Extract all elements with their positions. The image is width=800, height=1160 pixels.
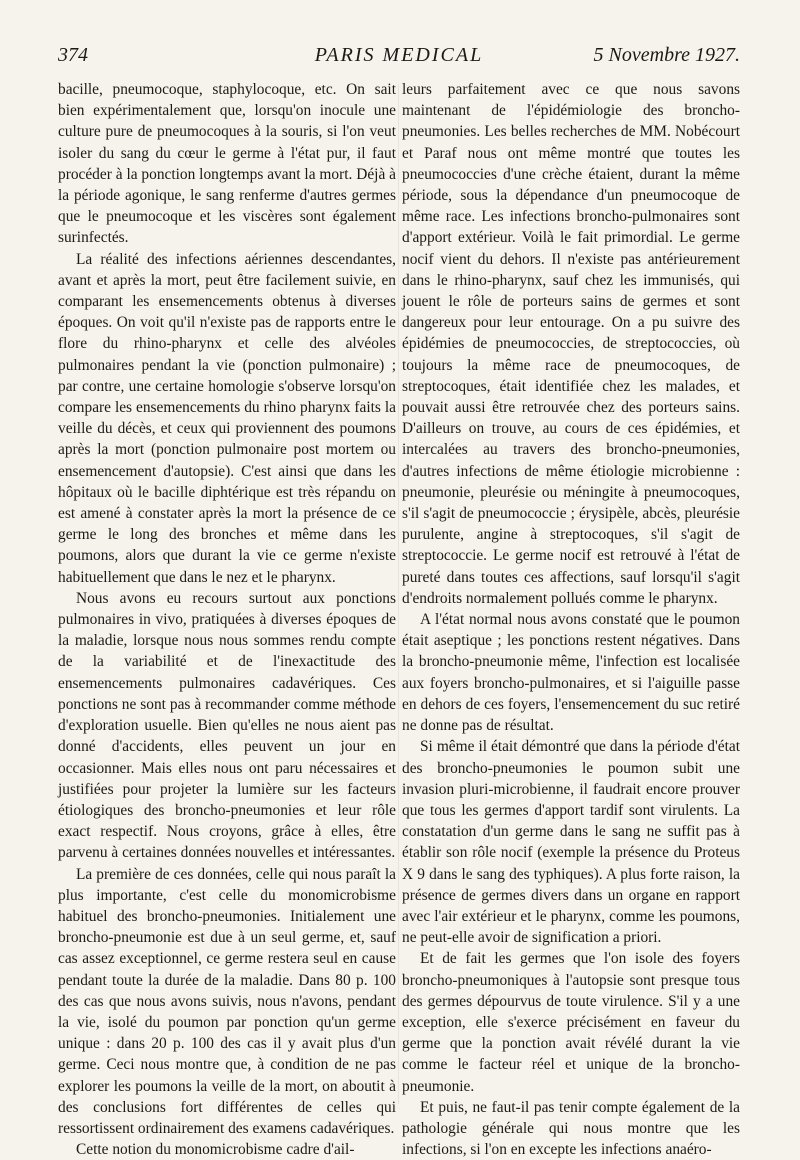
page-number: 374 xyxy=(58,44,88,66)
paragraph: A l'état normal nous avons constaté que le poumon était aseptique ; les ponctions restent négatives. Dans la broncho-pneumonie même, l'infection est localisée aux foyers broncho-pulmonaires, et si l'aiguille passe en dehors de ces foyers, l'ensemencement du suc retiré ne donne pas de résultat. xyxy=(402,611,740,735)
paragraph: Nous avons eu recours surtout aux ponctions pulmonaires in vivo, pratiquées à diverses époques de la maladie, lorsque nous nous sommes rendu compte de la variabilité et de l'inexactitude des ensemencements pulmonaires cadavériques. Ces ponctions ne sont pas à recommander comme méthode d'exploration usuelle. Bien qu'elles ne nous aient pas donné d'accidents, elles peuvent un jour en occasionner. Mais elles nous ont paru nécessaires et justifiées pour projeter la lumière sur les facteurs étiologiques des broncho-pneumonies et leur rôle exact respectif. Nous croyons, grâce à elles, être parvenu à certaines données nouvelles et intéressantes. xyxy=(58,589,396,862)
paragraph: Si même il était démontré que dans la période d'état des broncho-pneumonies le poumon subit une invasion pluri-microbienne, il faudrait encore prouver que tous les germes d'apport tardif sont virulents. La constatation d'un germe dans le sang ne suffit pas à établir son rôle nocif (exemple la présence du Proteus X 9 dans le sang des typhiques). A plus forte raison, la présence de germes divers dans un organe en rapport avec l'air extérieur et le pharynx, comme les poumons, ne peut-elle avoir de signification a priori. xyxy=(402,738,740,947)
paragraph: La première de ces données, celle qui nous paraît la plus importante, c'est celle du monomicrobisme habituel des broncho-pneumonies. Initialement une broncho-pneumonie est due à un seul germe, et, sauf cas assez exceptionnel, ce germe restera seul en cause pendant toute la durée de la maladie. Dans 80 p. 100 des cas que nous avons suivis, nous n'avons, pendant la vie, isolé du poumon par ponction qu'un germe unique : dans 20 p. 100 des cas il y avait plus d'un germe. Ceci nous montre que, à condition de ne pas explorer les poumons la veille de la mort, on aboutit à des conclusions fort différentes de celles qui ressortissent ordinairement des examens cadavériques. xyxy=(58,865,396,1137)
paragraph: Et puis, ne faut-il pas tenir compte également de la pathologie générale qui nous montre que les infections, si l'on en excepte les infections anaéro- xyxy=(402,1098,740,1159)
column-gutter xyxy=(398,84,399,1104)
paragraph: Et de fait les germes que l'on isole des foyers broncho-pneumoniques à l'autopsie sont presque tous des germes dépourvus de toute virulence. S'il y a une exception, elle s'exerce précisément en faveur du germe que la ponction avait révélé durant la vie comme le facteur réel et unique de la broncho-pneumonie. xyxy=(402,950,740,1095)
running-header xyxy=(58,44,740,70)
paragraph: Cette notion du monomicrobisme cadre d'ail- xyxy=(76,1141,355,1159)
paragraph: leurs parfaitement avec ce que nous savons maintenant de l'épidémiologie des broncho-pneumonies. Les belles recherches de MM. Nobécourt et Paraf nous ont même montré que toutes les pneumococcies d'une crèche étaient, durant la même période, sous la dépendance d'un pneumocoque de même race. Les infections broncho-pulmonaires sont d'apport extérieur. Voilà le fait primordial. Le germe nocif vient du dehors. Il n'existe pas antérieurement dans le rhino-pharynx, sauf chez les immunisés, qui jouent le rôle de porteurs sains de germes et sont dangereux pour leur entourage. On a pu suivre des épidémies de pneumococcies, de streptococcies, où toujours la même race de pneumocoques, de streptocoques, était identifiée chez les malades, et pouvait aussi être retrouvée chez des porteurs sains. D'ailleurs on trouve, au cours de ces épidémies, et intercalées au travers des broncho-pneumonies, d'autres infections de même étiologie microbienne : pneumonie, pleurésie ou méningite à pneumocoques, s'il s'agit de pneumococcie ; érysipèle, abcès, pleurésie purulente, angine à streptocoques, s'il s'agit de streptococcie. Le germe nocif est retrouvé à l'état de pureté dans toutes ces affections, sauf lorsqu'il s'agit d'endroits normalement pollués comme le pharynx. xyxy=(402,81,740,607)
paragraph: bacille, pneumocoque, staphylocoque, etc. On sait bien expérimentalement que, lorsqu'on inocule une culture pure de pneumocoques à la souris, si l'on veut isoler du sang du cœur le germe à l'état pur, il faut procéder à la ponction longtemps avant la mort. Déjà à la période agonique, le sang renferme d'autres germes que le pneumocoque et les viscères sont également surinfectés. xyxy=(58,81,396,247)
paragraph: La réalité des infections aériennes descendantes, avant et après la mort, peut être facilement suivie, en comparant les ensemencements obtenus à diverses époques. On voit qu'il n'existe pas de rapports entre le flore du rhino-pharynx et celle des alvéoles pulmonaires pendant la vie (ponction pulmonaire) ; par contre, une certaine homologie s'observe lorsqu'on compare les ensemencements du rhino pharynx faits la veille du décès, et ceux qui proviennent des poumons après la mort (ponction pulmonaire post mortem ou ensemencement d'autopsie). C'est ainsi que dans les hôpitaux où le bacille diphtérique est très répandu on est amené à constater après la mort la présence de ce germe le long des bronches et même dans les poumons, alors que durant la vie ce germe n'existe habituellement que dans le nez et le pharynx. xyxy=(58,250,396,586)
right-column xyxy=(402,79,740,1160)
issue-date: 5 Novembre 1927. xyxy=(593,44,740,66)
journal-title: PARIS MEDICAL xyxy=(314,44,484,66)
left-column xyxy=(58,79,396,1160)
